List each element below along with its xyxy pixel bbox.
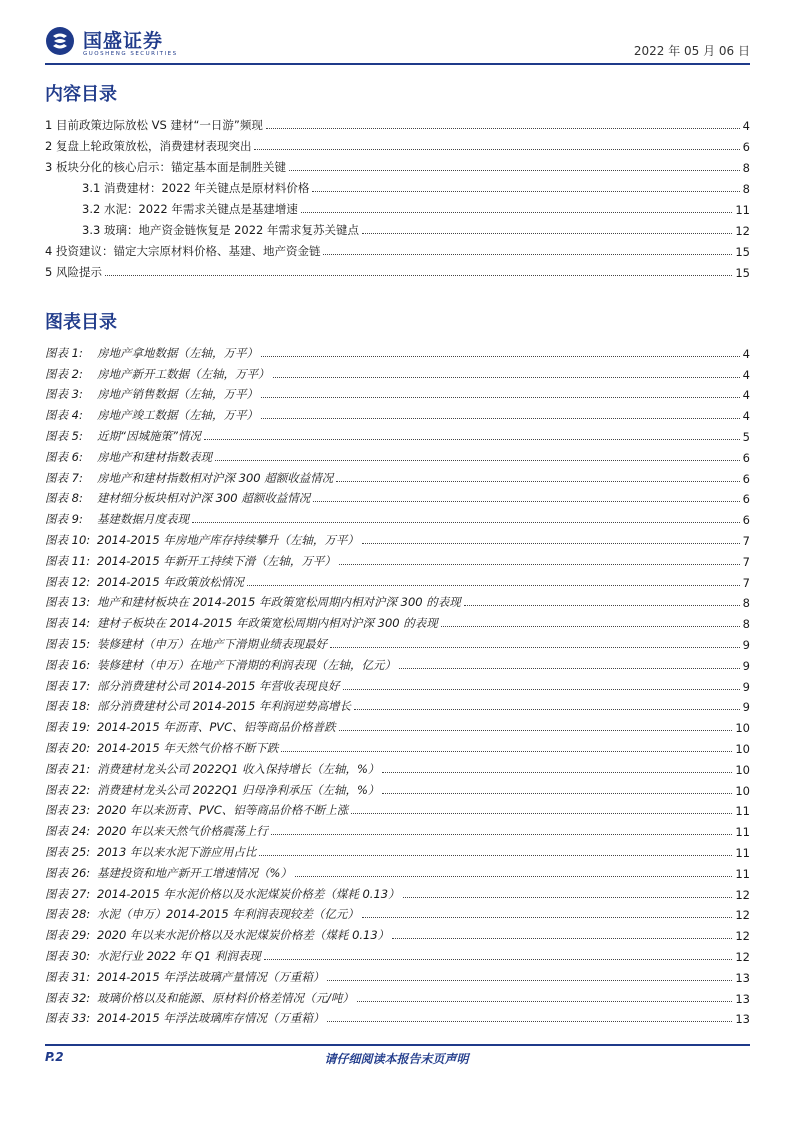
figure-entry-label: 图表 14: xyxy=(45,616,91,631)
figure-entry-page: 10 xyxy=(735,741,750,756)
leader-dots xyxy=(204,439,740,440)
figure-entry-label: 图表 30: xyxy=(45,948,91,963)
figure-entry-page: 13 xyxy=(735,970,750,985)
leader-dots xyxy=(259,855,732,856)
figure-entry-page: 12 xyxy=(735,929,750,944)
figure-entry-label: 图表 11: xyxy=(45,553,91,568)
leader-dots xyxy=(261,397,740,398)
leader-dots xyxy=(105,275,732,276)
figure-entry[interactable] xyxy=(45,818,750,839)
leader-dots xyxy=(254,149,739,150)
leader-dots xyxy=(312,191,739,192)
footer-divider xyxy=(45,1044,750,1046)
leader-dots xyxy=(330,647,740,648)
toc-entry[interactable] xyxy=(45,154,750,175)
leader-dots xyxy=(323,254,732,255)
figure-entry-title: 基建数据月度表现 xyxy=(97,512,189,527)
figure-entry-label: 图表 33: xyxy=(45,1011,91,1026)
toc-entry[interactable] xyxy=(45,133,750,154)
leader-dots xyxy=(357,1001,732,1002)
figure-entry-page: 4 xyxy=(742,367,750,382)
toc-entry[interactable] xyxy=(45,112,750,133)
figure-entry[interactable] xyxy=(45,714,750,735)
figure-entry-page: 11 xyxy=(735,825,750,840)
figure-entry[interactable] xyxy=(45,527,750,548)
figure-entry-label: 图表 1: xyxy=(45,345,83,360)
figure-entry-label: 图表 12: xyxy=(45,574,91,589)
figure-entry[interactable] xyxy=(45,777,750,798)
figure-entry-title: 房地产新开工数据（左轴，万平） xyxy=(97,366,270,381)
leader-dots xyxy=(362,233,732,234)
brand-name-en: GUOSHENG SECURITIES xyxy=(83,51,178,57)
figure-entry-title: 装修建材（申万）在地产下滑期的利润表现（左轴，亿元） xyxy=(97,657,396,672)
figure-entry-label: 图表 32: xyxy=(45,990,91,1005)
figure-entry[interactable] xyxy=(45,382,750,403)
figure-entry[interactable] xyxy=(45,964,750,985)
leader-dots xyxy=(295,876,732,877)
figure-entry-label: 图表 31: xyxy=(45,969,91,984)
figure-entry[interactable] xyxy=(45,1006,750,1027)
figure-entry[interactable] xyxy=(45,590,750,611)
header-divider xyxy=(45,63,750,65)
figure-entry-page: 12 xyxy=(735,949,750,964)
figure-entry-page: 6 xyxy=(742,471,750,486)
figure-entry-page: 12 xyxy=(735,887,750,902)
figure-entry[interactable] xyxy=(45,361,750,382)
guosheng-logo-icon xyxy=(45,26,75,56)
figure-entry[interactable] xyxy=(45,922,750,943)
figure-entry-label: 图表 27: xyxy=(45,886,91,901)
figure-entry[interactable] xyxy=(45,860,750,881)
figure-entry[interactable] xyxy=(45,444,750,465)
figure-entry-title: 2014-2015 年浮法玻璃库存情况（万重箱） xyxy=(97,1011,325,1026)
toc-entry-page: 15 xyxy=(735,266,750,280)
figure-entry-label: 图表 29: xyxy=(45,928,91,943)
figure-entry[interactable] xyxy=(45,402,750,423)
figure-entry-page: 8 xyxy=(742,617,750,632)
figure-entry-label: 图表 26: xyxy=(45,865,91,880)
figure-entry-title: 玻璃价格以及和能源、原材料价格差情况（元/吨） xyxy=(97,990,354,1005)
figure-entry-label: 图表 2: xyxy=(45,366,83,381)
figure-entry-page: 7 xyxy=(742,554,750,569)
figure-entry[interactable] xyxy=(45,881,750,902)
leader-dots xyxy=(313,501,739,502)
leader-dots xyxy=(351,813,732,814)
figure-entry[interactable] xyxy=(45,548,750,569)
leader-dots xyxy=(301,212,732,213)
figure-entry[interactable] xyxy=(45,569,750,590)
figure-entry-title: 水泥行业 2022 年 Q1 利润表现 xyxy=(97,948,261,963)
toc-entry-title: 3 板块分化的核心启示：锚定基本面是制胜关键 xyxy=(45,160,286,174)
figure-entry-title: 2014-2015 年沥青、PVC、铝等商品价格普跌 xyxy=(97,720,336,735)
figure-entry-label: 图表 25: xyxy=(45,844,91,859)
figure-entry-page: 11 xyxy=(735,866,750,881)
leader-dots xyxy=(392,938,732,939)
toc-entry-title: 1 目前政策边际放松 VS 建材“一日游”频现 xyxy=(45,118,263,132)
leader-dots xyxy=(362,917,733,918)
figure-entry-title: 2020 年以来天然气价格震荡上行 xyxy=(97,824,268,839)
toc-entry[interactable] xyxy=(45,196,750,217)
figure-entry-label: 图表 3: xyxy=(45,387,83,402)
figure-entry-title: 2014-2015 年水泥价格以及水泥煤炭价格差（煤耗 0.13） xyxy=(97,886,400,901)
figure-entry-title: 建材子板块在 2014-2015 年政策宽松周期内相对沪深 300 的表现 xyxy=(97,616,438,631)
figure-entry[interactable] xyxy=(45,340,750,361)
figure-entry-title: 地产和建材板块在 2014-2015 年政策宽松周期内相对沪深 300 的表现 xyxy=(97,595,461,610)
figure-entry-label: 图表 10: xyxy=(45,532,91,547)
leader-dots xyxy=(464,605,740,606)
toc-entry-title: 4 投资建议：锚定大宗原材料价格、基建、地产资金链 xyxy=(45,244,321,258)
figure-entry[interactable] xyxy=(45,423,750,444)
leader-dots xyxy=(336,481,739,482)
toc-entry-page: 11 xyxy=(735,203,750,217)
figure-entry[interactable] xyxy=(45,839,750,860)
toc-entry-title: 3.3 玻璃：地产资金链恢复是 2022 年需求复苏关键点 xyxy=(82,223,360,237)
figure-entry-page: 6 xyxy=(742,492,750,507)
toc-entry-page: 15 xyxy=(735,245,750,259)
figure-entry-label: 图表 21: xyxy=(45,761,91,776)
figure-entry-label: 图表 8: xyxy=(45,491,83,506)
figure-entry-title: 2020 年以来水泥价格以及水泥煤炭价格差（煤耗 0.13） xyxy=(97,928,390,943)
toc-entry-title: 3.1 消费建材：2022 年关键点是原材料价格 xyxy=(82,181,310,195)
figure-entry[interactable] xyxy=(45,465,750,486)
toc-entry[interactable] xyxy=(45,217,750,238)
toc-entry-title: 5 风险提示 xyxy=(45,265,102,279)
leader-dots xyxy=(441,626,740,627)
figure-entry-label: 图表 24: xyxy=(45,824,91,839)
figure-entry-label: 图表 7: xyxy=(45,470,83,485)
page-number: P.2 xyxy=(45,1050,64,1064)
figure-entry-title: 2014-2015 年浮法玻璃产量情况（万重箱） xyxy=(97,969,325,984)
leader-dots xyxy=(192,522,740,523)
figure-entry-page: 13 xyxy=(735,1012,750,1027)
figure-entry[interactable] xyxy=(45,631,750,652)
figure-entry[interactable] xyxy=(45,985,750,1006)
leader-dots xyxy=(327,1021,732,1022)
figure-entry-title: 基建投资和地产新开工增速情况（%） xyxy=(97,865,292,880)
list-of-figures xyxy=(45,340,750,1026)
leader-dots xyxy=(339,564,740,565)
figure-entry-title: 房地产拿地数据（左轴，万平） xyxy=(97,345,258,360)
figure-entry-label: 图表 9: xyxy=(45,512,83,527)
figure-entry-title: 消费建材龙头公司 2022Q1 收入保持增长（左轴，%） xyxy=(97,761,380,776)
figure-entry-page: 10 xyxy=(735,783,750,798)
figure-entry-title: 房地产和建材指数表现 xyxy=(97,449,212,464)
leader-dots xyxy=(215,460,740,461)
figure-entry-label: 图表 6: xyxy=(45,449,83,464)
leader-dots xyxy=(247,585,740,586)
figure-entry[interactable] xyxy=(45,673,750,694)
figure-entry[interactable] xyxy=(45,943,750,964)
figure-entry-title: 部分消费建材公司 2014-2015 年利润逆势高增长 xyxy=(97,699,351,714)
toc-entry[interactable] xyxy=(45,259,750,280)
leader-dots xyxy=(271,834,732,835)
figure-entry-page: 13 xyxy=(735,991,750,1006)
figure-entry-page: 9 xyxy=(742,637,750,652)
figure-entry-label: 图表 16: xyxy=(45,657,91,672)
leader-dots xyxy=(289,170,740,171)
toc-entry-page: 12 xyxy=(735,224,750,238)
leader-dots xyxy=(264,959,733,960)
leader-dots xyxy=(261,356,740,357)
figure-entry-page: 9 xyxy=(742,658,750,673)
leader-dots xyxy=(382,772,732,773)
figure-entry-title: 2014-2015 年政策放松情况 xyxy=(97,574,244,589)
leader-dots xyxy=(261,418,740,419)
figure-entry-title: 2020 年以来沥青、PVC、铝等商品价格不断上涨 xyxy=(97,803,349,818)
figure-entry-page: 10 xyxy=(735,721,750,736)
figure-entry[interactable] xyxy=(45,798,750,819)
report-date: 2022 年 05 月 06 日 xyxy=(633,44,750,58)
toc-entry-title: 2 复盘上轮政策放松，消费建材表现突出 xyxy=(45,139,252,153)
figure-entry-page: 11 xyxy=(735,845,750,860)
figure-entry-page: 11 xyxy=(735,804,750,819)
figure-entry-page: 9 xyxy=(742,679,750,694)
figure-entry-label: 图表 18: xyxy=(45,699,91,714)
toc-entry-page: 4 xyxy=(742,119,750,133)
leader-dots xyxy=(399,668,740,669)
figure-entry-title: 装修建材（申万）在地产下滑期业绩表现最好 xyxy=(97,636,327,651)
toc-entry-title: 3.2 水泥：2022 年需求关键点是基建增速 xyxy=(82,202,298,216)
figure-entry[interactable] xyxy=(45,902,750,923)
toc-entry-page: 8 xyxy=(742,182,750,196)
figure-entry-title: 2014-2015 年天然气价格不断下跌 xyxy=(97,740,279,755)
figures-title: 图表目录 xyxy=(45,312,117,333)
figure-entry-page: 5 xyxy=(742,429,750,444)
brand-name: 国盛证券 xyxy=(83,30,164,52)
figure-entry-label: 图表 23: xyxy=(45,803,91,818)
figure-entry-page: 7 xyxy=(742,575,750,590)
figure-entry[interactable] xyxy=(45,652,750,673)
disclaimer-note: 请仔细阅读本报告末页声明 xyxy=(324,1052,469,1066)
leader-dots xyxy=(266,128,740,129)
figure-entry-title: 部分消费建材公司 2014-2015 年营收表现良好 xyxy=(97,678,340,693)
figure-entry[interactable] xyxy=(45,486,750,507)
toc-entry-page: 8 xyxy=(742,161,750,175)
figure-entry-page: 7 xyxy=(742,533,750,548)
figure-entry-label: 图表 17: xyxy=(45,678,91,693)
figure-entry-label: 图表 28: xyxy=(45,907,91,922)
figure-entry-page: 4 xyxy=(742,346,750,361)
figure-entry-page: 4 xyxy=(742,388,750,403)
figure-entry-page: 6 xyxy=(742,513,750,528)
figure-entry-label: 图表 5: xyxy=(45,428,83,443)
figure-entry-label: 图表 20: xyxy=(45,740,91,755)
figure-entry[interactable] xyxy=(45,735,750,756)
figure-entry-page: 8 xyxy=(742,596,750,611)
figure-entry-page: 6 xyxy=(742,450,750,465)
figure-entry-title: 房地产和建材指数相对沪深 300 超额收益情况 xyxy=(97,470,334,485)
leader-dots xyxy=(362,543,740,544)
figure-entry-page: 9 xyxy=(742,700,750,715)
figure-entry-page: 4 xyxy=(742,409,750,424)
leader-dots xyxy=(343,689,740,690)
leader-dots xyxy=(354,709,740,710)
figure-entry-title: 消费建材龙头公司 2022Q1 归母净利承压（左轴，%） xyxy=(97,782,380,797)
figure-entry-title: 房地产竣工数据（左轴，万平） xyxy=(97,408,258,423)
figure-entry-title: 近期“因城施策”情况 xyxy=(97,428,201,443)
leader-dots xyxy=(281,751,732,752)
figure-entry-label: 图表 19: xyxy=(45,720,91,735)
toc-title: 内容目录 xyxy=(45,84,117,105)
figure-entry[interactable] xyxy=(45,694,750,715)
figure-entry-title: 房地产销售数据（左轴，万平） xyxy=(97,387,258,402)
toc-entry-page: 6 xyxy=(742,140,750,154)
toc-entry[interactable] xyxy=(45,175,750,196)
figure-entry-title: 2014-2015 年新开工持续下滑（左轴，万平） xyxy=(97,553,336,568)
figure-entry[interactable] xyxy=(45,506,750,527)
toc-entry[interactable] xyxy=(45,238,750,259)
figure-entry-title: 水泥（申万）2014-2015 年利润表现较差（亿元） xyxy=(97,907,359,922)
figure-entry-title: 2013 年以来水泥下游应用占比 xyxy=(97,844,257,859)
figure-entry-label: 图表 15: xyxy=(45,636,91,651)
figure-entry-label: 图表 22: xyxy=(45,782,91,797)
leader-dots xyxy=(273,377,740,378)
figure-entry-page: 12 xyxy=(735,908,750,923)
figure-entry-title: 建材细分板块相对沪深 300 超额收益情况 xyxy=(97,491,311,506)
leader-dots xyxy=(339,730,733,731)
figure-entry-label: 图表 4: xyxy=(45,408,83,423)
leader-dots xyxy=(382,793,732,794)
figure-entry-page: 10 xyxy=(735,762,750,777)
figure-entry[interactable] xyxy=(45,610,750,631)
page-header xyxy=(45,22,750,64)
figure-entry[interactable] xyxy=(45,756,750,777)
leader-dots xyxy=(403,897,733,898)
figure-entry-title: 2014-2015 年房地产库存持续攀升（左轴，万平） xyxy=(97,532,359,547)
leader-dots xyxy=(327,980,732,981)
figure-entry-label: 图表 13: xyxy=(45,595,91,610)
table-of-contents xyxy=(45,112,750,280)
